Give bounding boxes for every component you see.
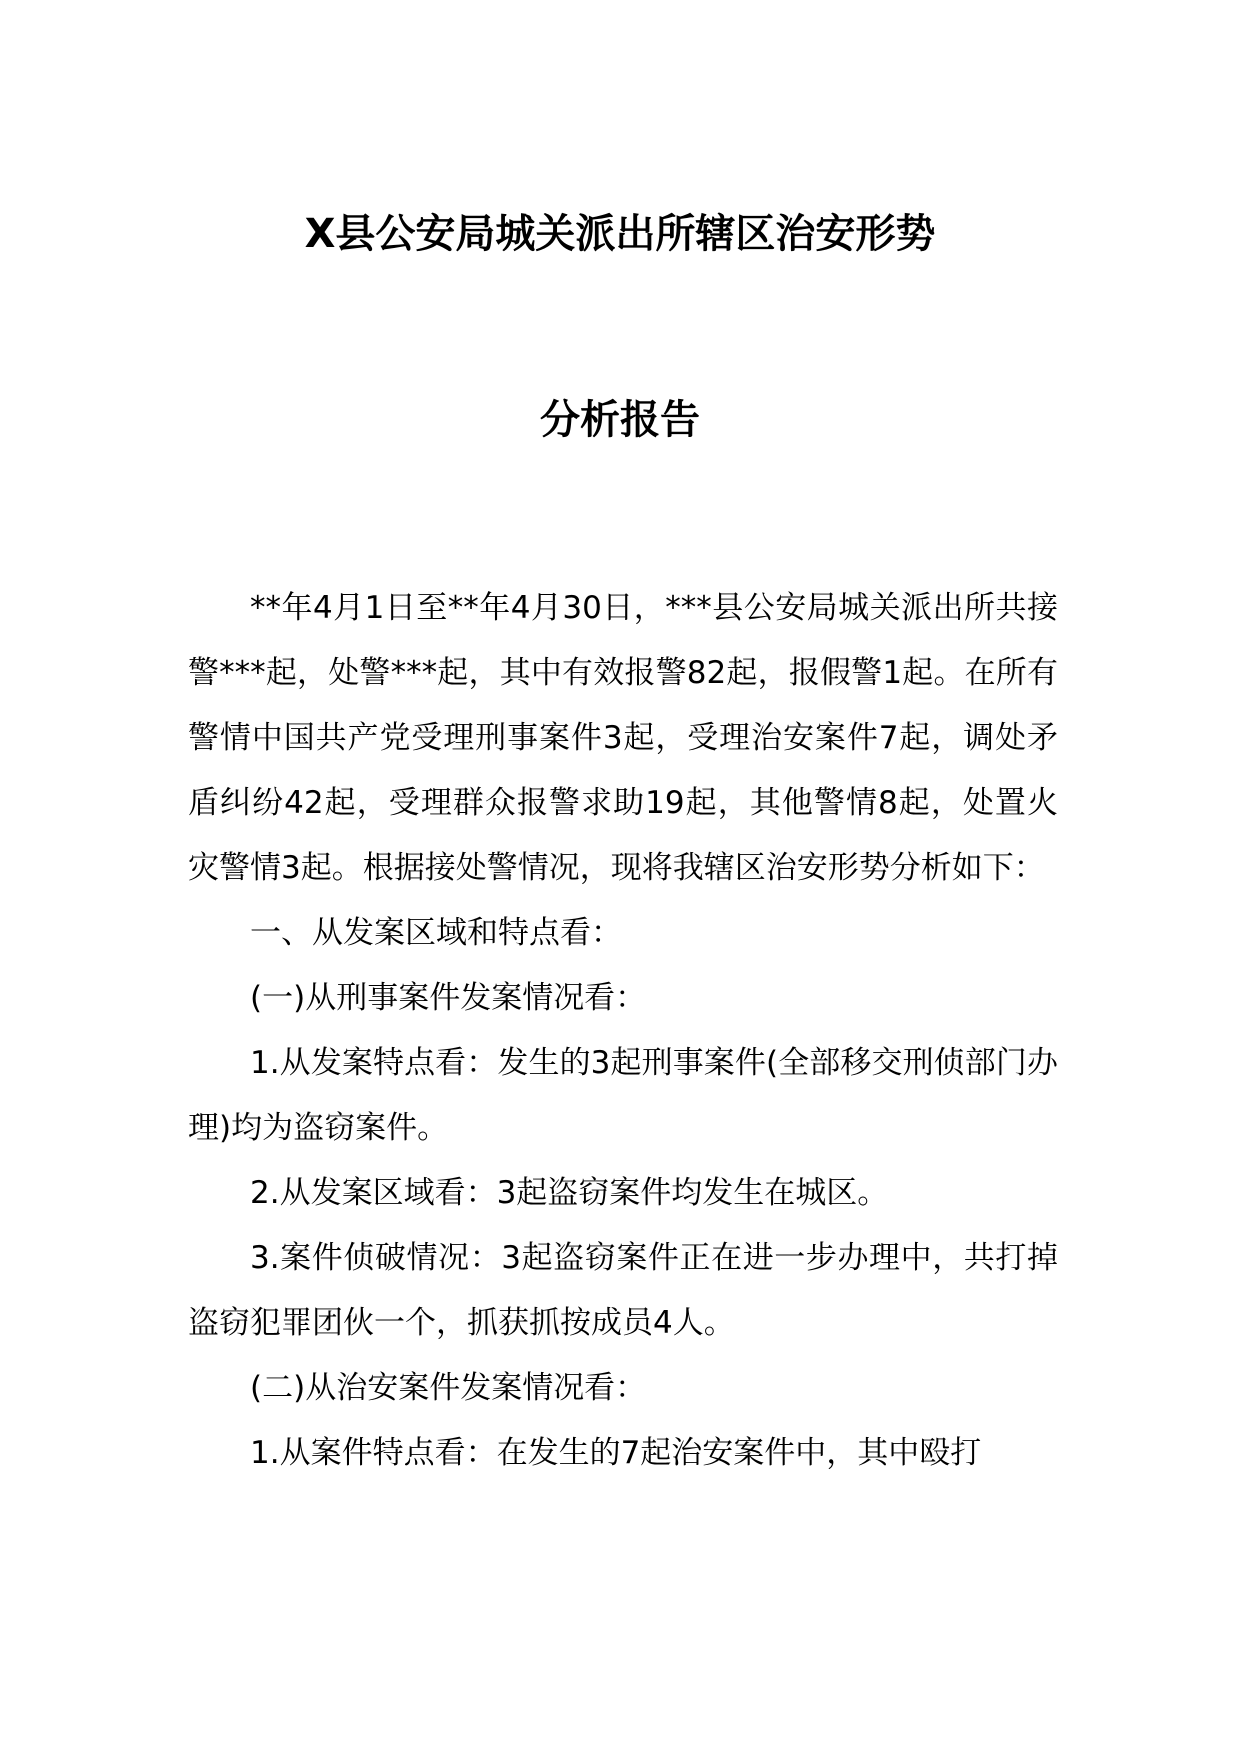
heading-section-1: 一、从发案区域和特点看： (250, 915, 622, 951)
paragraph-criminal-2: 2.从发案区域看：3起盗窃案件均发生在城区。 (250, 1175, 889, 1211)
paragraph-criminal-1: 1.从发案特点看：发生的3起刑事案件(全部移交刑侦部门办理)均为盗窃案件。 (188, 1045, 1058, 1146)
paragraph-intro: **年4月1日至**年4月30日，***县公安局城关派出所共接警***起，处警***起，其中有效报警82起，报假警1起。在所有警情中国共产党受理刑事案件3起，受理治安案件7起，调处矛盾纠纷42起，受理群众报警求助19起，其他警情8起，处置火灾警情3起。根据接处警情况，现将我辖区治安形势分析如下： (188, 590, 1058, 886)
document-body (188, 576, 1058, 1486)
heading-subsection-criminal: (一)从刑事案件发案情况看： (250, 980, 647, 1016)
heading-subsection-public-security: (二)从治安案件发案情况看： (250, 1370, 647, 1406)
paragraph-criminal-3: 3.案件侦破情况：3起盗窃案件正在进一步办理中，共打掉盗窃犯罪团伙一个，抓获抓按成员4人。 (188, 1240, 1058, 1341)
paragraph-public-security-1: 1.从案件特点看：在发生的7起治安案件中，其中殴打 (250, 1435, 982, 1471)
document-title-line-1: X县公安局城关派出所辖区治安形势 (304, 211, 936, 257)
document-title-line-2: 分析报告 (540, 397, 700, 443)
